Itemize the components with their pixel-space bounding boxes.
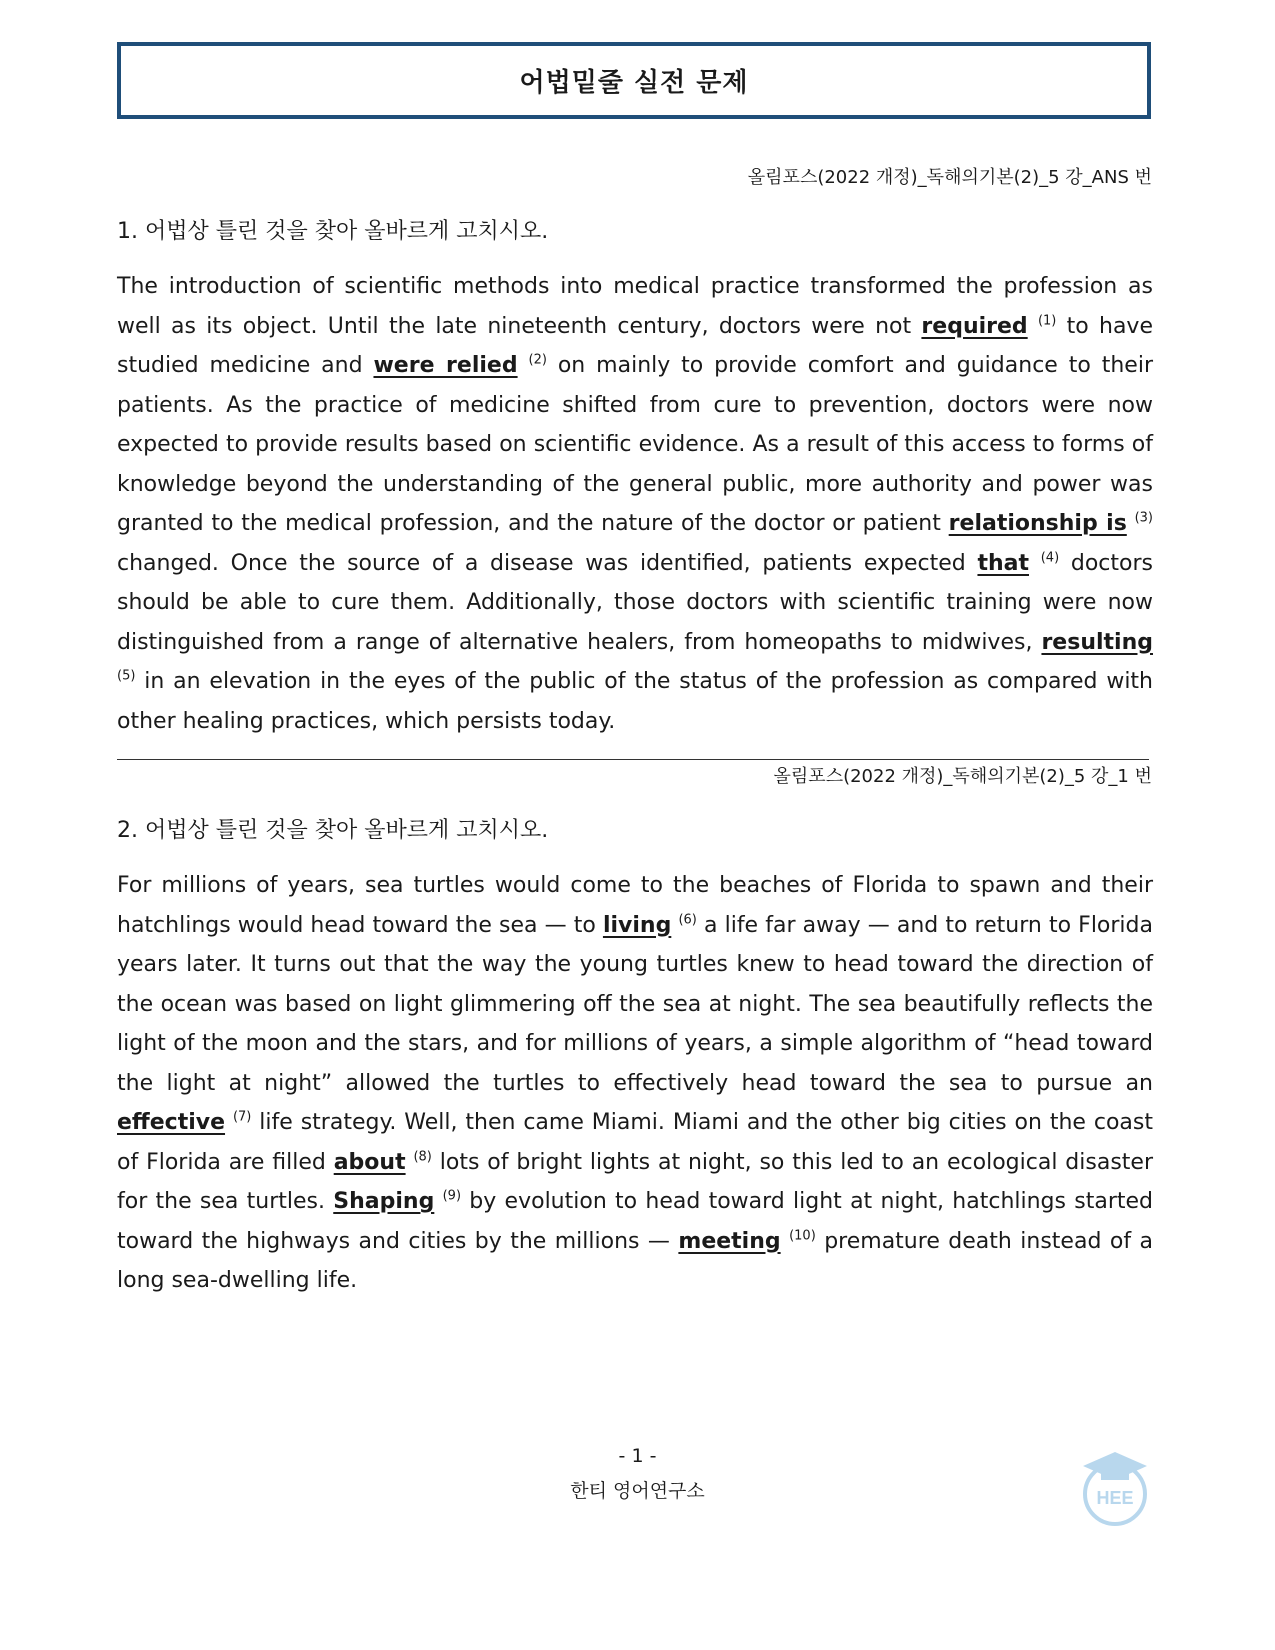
underlined-blank: about: [333, 1149, 406, 1175]
passage-text: [518, 353, 529, 378]
underlined-blank: Shaping: [333, 1189, 435, 1214]
question-1-source: 올림포스(2022 개정)_독해의기본(2)_5 강_ANS 번: [747, 167, 1152, 188]
passage-text: on mainly to provide comfort and guidance to their patients. As the practice of medicine shifted from cure to prevention, doctors were now expected to provide results based on scientific evidence. As a result of this access to forms of knowledge beyond the understanding of the general public, more authority and power was granted to the medical profession, and the nature of the doctor or patient: [117, 353, 1153, 536]
passage-text: [434, 1189, 442, 1214]
passage-text: premature death instead of a long sea-dwelling life.: [117, 1228, 1153, 1293]
cap-band: [1101, 1470, 1129, 1480]
blank-number: (6): [678, 912, 697, 928]
question-1-passage: [117, 267, 1153, 741]
blank-number: (4): [1040, 550, 1060, 566]
underlined-blank: required: [921, 313, 1028, 339]
blank-number: (10): [789, 1228, 816, 1244]
underlined-blank: effective: [117, 1110, 226, 1135]
title-box: [117, 42, 1151, 119]
passage-text: changed. Once the source of a disease was identified, patients expected: [117, 550, 978, 576]
section-divider: [117, 759, 1149, 760]
passage-text: The introduction of scientific methods into medical practice transformed the profession as well as its object. Until the late nineteenth century, doctors were not: [117, 274, 1153, 339]
blank-number: (5): [117, 668, 136, 684]
blank-number: (9): [442, 1188, 462, 1204]
logo-text: HEE: [1096, 1488, 1134, 1508]
passage-text: [225, 1110, 233, 1135]
underlined-blank: were relied: [373, 353, 518, 378]
underlined-blank: meeting: [678, 1228, 781, 1254]
hee-logo: [1075, 1448, 1155, 1528]
blank-number: (8): [413, 1149, 432, 1165]
blank-number: (2): [528, 352, 547, 368]
blank-number: (3): [1134, 510, 1153, 526]
underlined-blank: living: [602, 912, 672, 938]
passage-text: to have studied medicine and: [117, 313, 1153, 378]
passage-text: a life far away — and to return to Florida years later. It turns out that the way the young turtles knew to head toward the direction of the ocean was based on light glimmering off the sea at night. The sea beautifully reflects the light of the moon and the stars, and for millions of years, a simple algorithm of “head toward the light at night” allowed the turtles to effectively head toward the sea to pursue an: [117, 912, 1153, 1096]
question-2-instruction: 2. 어법상 틀린 것을 찾아 올바르게 고치시오.: [117, 818, 549, 843]
passage-text: For millions of years, sea turtles would come to the beaches of Florida to spawn and their hatchlings would head toward the sea — to: [117, 873, 1153, 938]
question-2-passage: [117, 866, 1153, 1301]
passage-text: in an elevation in the eyes of the public of the status of the profession as compared with other healing practices, which persists today.: [117, 669, 1153, 734]
passage-text: [1029, 551, 1041, 576]
underlined-blank: resulting: [1041, 629, 1153, 655]
footer-org: 한티 영어연구소: [570, 1480, 705, 1502]
page-title: 어법밑줄 실전 문제: [519, 68, 749, 98]
passage-text: life strategy. Well, then came Miami. Miami and the other big cities on the coast of Florida are filled: [117, 1110, 1153, 1175]
question-2-source: 올림포스(2022 개정)_독해의기본(2)_5 강_1 번: [773, 766, 1152, 787]
underlined-blank: that: [977, 550, 1029, 576]
passage-text: [1127, 511, 1135, 536]
blank-number: (1): [1037, 313, 1057, 329]
page-number: - 1 -: [618, 1445, 657, 1467]
passage-text: [1028, 314, 1038, 339]
passage-text: lots of bright lights at night, so this led to an ecological disaster for the sea turtles.: [117, 1149, 1153, 1214]
question-1-instruction: 1. 어법상 틀린 것을 찾아 올바르게 고치시오.: [117, 219, 549, 244]
underlined-blank: relationship is: [948, 511, 1127, 536]
passage-text: [781, 1229, 789, 1254]
passage-text: by evolution to head toward light at night, hatchlings started toward the highways and cities by the millions —: [117, 1189, 1153, 1254]
blank-number: (7): [232, 1109, 252, 1125]
passage-text: doctors should be able to cure them. Additionally, those doctors with scientific training were now distinguished from a range of alternative healers, from homeopaths to midwives,: [117, 550, 1153, 655]
